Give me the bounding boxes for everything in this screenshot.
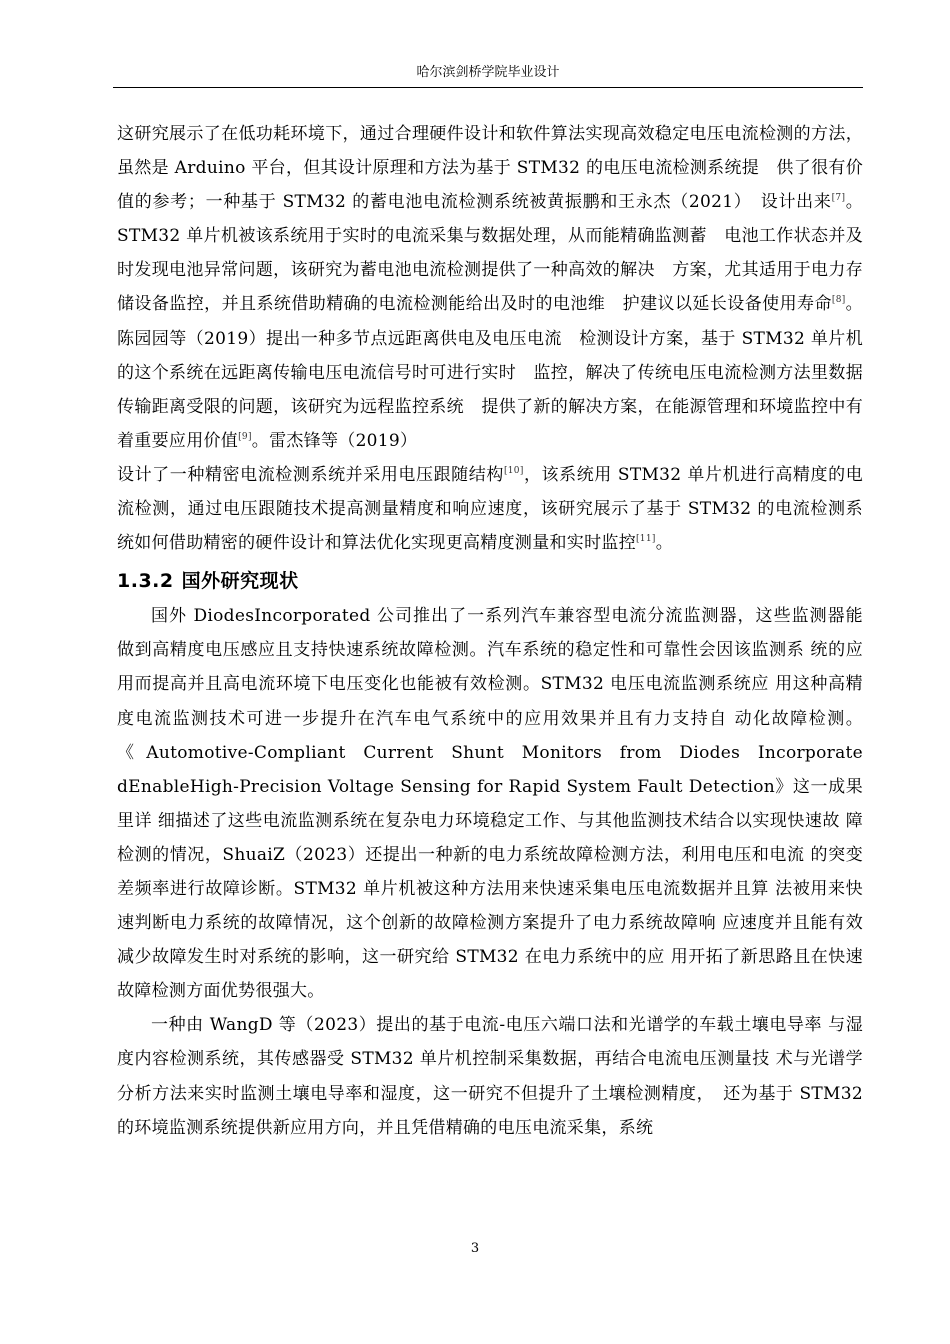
paragraph-text: 。陈园园等（2019）提出一种多节点远距离供电及电压电流 检测设计方案，基于 STM32 单片机的这个系统在远距离传输电压电流信号时可进行实时 监控，解决了传统电压电流检测方法里数据传输距离受限的问题，该研究为远程监控系统 提供了新的解决方案，在能源管理和环境监控中有着重要应用价值: [117, 294, 863, 451]
citation-ref: [10]: [503, 465, 524, 476]
section-heading: [117, 566, 863, 596]
paragraph-text: 。: [655, 533, 673, 554]
header-rule: [113, 87, 863, 88]
section-number: 1.3.2: [117, 570, 174, 593]
citation-ref: [8]: [831, 295, 846, 306]
document-body: [117, 117, 863, 1145]
paragraph-text: ，该系统用 STM32 单片机进行高精度的电流检测，通过电压跟随技术提高测量精度和响应速度，该研究展示了基于 STM32 的电流检测系统如何借助精密的硬件设计和算法优化实现更高精度测量和实时监控: [117, 464, 863, 554]
citation-ref: [11]: [636, 534, 656, 545]
paragraph-text: 设计了一种精密电流检测系统并采用电压跟随结构: [117, 464, 504, 485]
citation-ref: [7]: [831, 193, 846, 204]
running-header: 哈尔滨剑桥学院毕业设计: [416, 65, 560, 80]
paragraph-foreign-diodes: 国外 DiodesIncorporated 公司推出了一系列汽车兼容型电流分流监测器，这些监测器能 做到高精度电压感应且支持快速系统故障检测。汽车系统的稳定性和可靠性会因该监测系 统的应用而提高并且高电流环境下电压变化也能被有效检测。STM32 电压电流监测系统应 用这种高精度电流监测技术可进一步提升在汽车电气系统中的应用效果并且有力支持自 动化故障检测。《Automotive-Compliant Current Shunt Monitors from Diodes Incorporate dEnableHigh-Precision Voltage Sensing for Rapid System Fault Detection》这一成果里详 细描述了这些电流监测系统在复杂电力环境稳定工作、与其他监测技术结合以实现快速故 障检测的情况，ShuaiZ（2023）还提出一种新的电力系统故障检测方法，利用电压和电流 的突变差频率进行故障诊断。STM32 单片机被这种方法用来快速采集电压电流数据并且算 法被用来快速判断电力系统的故障情况，这个创新的故障检测方案提升了电力系统故障响 应速度并且能有效减少故障发生时对系统的影响，这一研究给 STM32 在电力系统中的应 用开拓了新思路且在快速故障检测方面优势很强大。: [117, 606, 863, 1002]
paragraph-text: 。雷杰锋等（2019）: [251, 430, 418, 451]
paragraph-precision-current: [117, 458, 863, 560]
citation-ref: [9]: [238, 431, 252, 442]
paragraph-text: 。STM32 单片机被该系统用于实时的电流采集与数据处理，从而能精确监测蓄 电池工作状态并及时发现电池异常问题，该研究为蓄电池电流检测提供了一种高效的解决 方案，尤其适用于电力存储设备监控，并且系统借助精确的电流检测能给出及时的电池维 护建议以延长设备使用寿命: [117, 192, 864, 315]
page-number: 3: [470, 1241, 480, 1256]
paragraph-domestic-continued: [117, 117, 863, 458]
section-title: 国外研究现状: [181, 570, 299, 593]
paragraph-text: 这研究展示了在低功耗环境下，通过合理硬件设计和软件算法实现高效稳定电压电流检测的方法，虽然是 Arduino 平台，但其设计原理和方法为基于 STM32 的电压电流检测系统提 供了很有价值的参考；一种基于 STM32 的蓄电池电流检测系统被黄振鹏和王永杰（2021） 设计出来: [117, 124, 863, 213]
paragraph-foreign-soil: 一种由 WangD 等（2023）提出的基于电流-电压六端口法和光谱学的车载土壤电导率 与湿度内容检测系统，其传感器受 STM32 单片机控制采集数据，再结合电流电压测量技 术与光谱学分析方法来实时监测土壤电导率和湿度，这一研究不但提升了土壤检测精度， 还为基于 STM32 的环境监测系统提供新应用方向，并且凭借精确的电压电流采集，系统: [117, 1015, 863, 1138]
